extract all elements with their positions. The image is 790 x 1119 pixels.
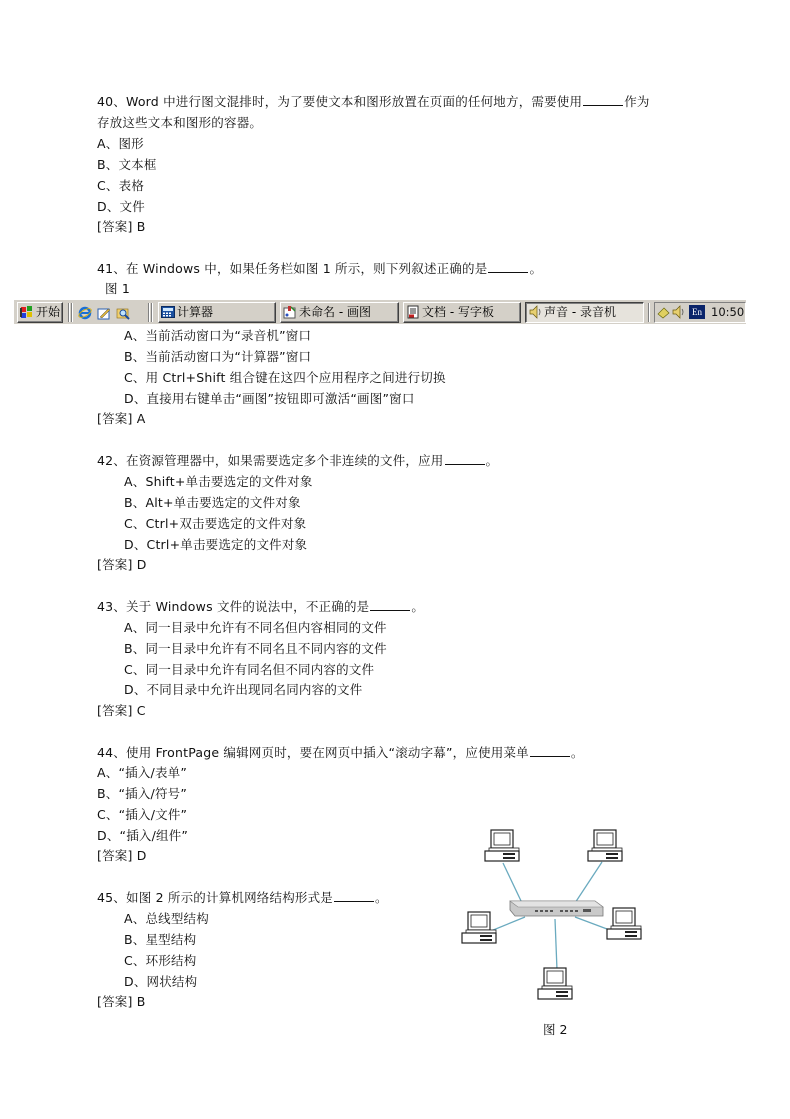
- question-40-answer: [答案] B: [97, 219, 146, 234]
- star-network-diagram: [455, 820, 650, 1015]
- question-43-answer: [答案] C: [97, 703, 146, 718]
- question-41-option-a: A、当前活动窗口为“录音机”窗口: [124, 328, 312, 343]
- network-tray-icon[interactable]: [657, 305, 671, 319]
- question-43-option-b: B、同一目录中允许有不同名且不同内容的文件: [124, 641, 387, 656]
- question-45-option-b: B、星型结构: [124, 932, 197, 947]
- speaker-icon: [528, 305, 542, 319]
- input-method-indicator[interactable]: En: [689, 305, 705, 319]
- question-40-option-d: D、文件: [97, 199, 145, 214]
- taskbar-separator: [148, 303, 150, 322]
- clock: 10:50: [711, 305, 745, 319]
- question-41-answer: [答案] A: [97, 411, 146, 426]
- answer-blank: [334, 889, 374, 902]
- ie-icon[interactable]: [78, 305, 92, 319]
- calculator-icon: [161, 305, 175, 319]
- question-40-option-a: A、图形: [97, 136, 144, 151]
- question-40-option-c: C、表格: [97, 178, 145, 193]
- explorer-icon[interactable]: [116, 305, 130, 319]
- taskbar-separator: [151, 303, 153, 322]
- hub-icon: [510, 901, 603, 916]
- question-43-stem: 43、关于 Windows 文件的说法中，不正确的是 。: [97, 599, 425, 614]
- taskbar-separator: [648, 303, 650, 322]
- question-44-stem: 44、使用 FrontPage 编辑网页时，要在网页中插入“滚动字幕”，应使用菜单 。: [97, 745, 584, 760]
- question-41-option-c: C、用 Ctrl+Shift 组合键在这四个应用程序之间进行切换: [124, 370, 446, 385]
- question-43-option-d: D、不同目录中允许出现同名同内容的文件: [124, 682, 363, 697]
- paint-icon: [283, 305, 297, 319]
- windows-taskbar-figure: [14, 299, 746, 324]
- start-button[interactable]: 开始: [17, 302, 63, 323]
- taskbar-button-sound-recorder[interactable]: 声音 - 录音机: [525, 302, 644, 323]
- wordpad-icon: [406, 305, 420, 319]
- taskbar-separator: [71, 303, 73, 322]
- question-40-stem-line1: 40、Word 中进行图文混排时，为了要使文本和图形放置在页面的任何地方，需要使用 作为: [97, 94, 650, 109]
- question-42-option-b: B、Alt+单击要选定的文件对象: [124, 495, 301, 510]
- question-40-option-b: B、文本框: [97, 157, 157, 172]
- answer-blank: [583, 93, 623, 106]
- answer-blank: [445, 452, 485, 465]
- question-45-option-d: D、网状结构: [124, 974, 198, 989]
- network-topology-figure: [455, 820, 650, 1015]
- figure-2-label: 图 2: [543, 1022, 568, 1037]
- question-44-option-a: A、“插入/表单”: [97, 765, 188, 780]
- question-45-answer: [答案] B: [97, 994, 146, 1009]
- question-42-answer: [答案] D: [97, 557, 147, 572]
- question-45-option-a: A、总线型结构: [124, 911, 209, 926]
- taskbar-button-wordpad[interactable]: 文档 - 写字板: [403, 302, 521, 323]
- answer-blank: [370, 598, 410, 611]
- taskbar-button-paint[interactable]: 未命名 - 画图: [280, 302, 399, 323]
- question-42-option-d: D、Ctrl+单击要选定的文件对象: [124, 537, 308, 552]
- question-41-option-b: B、当前活动窗口为“计算器”窗口: [124, 349, 312, 364]
- answer-blank: [488, 260, 528, 273]
- question-44-option-c: C、“插入/文件”: [97, 807, 188, 822]
- taskbar-separator: [68, 303, 70, 322]
- answer-blank: [530, 744, 570, 757]
- question-40-stem-line2: 存放这些文本和图形的容器。: [97, 115, 263, 130]
- question-44-option-d: D、“插入/组件”: [97, 828, 189, 843]
- taskbar-button-calculator[interactable]: 计算器: [158, 302, 276, 323]
- question-42-option-a: A、Shift+单击要选定的文件对象: [124, 474, 313, 489]
- windows-logo-icon: [20, 305, 34, 319]
- question-43-option-a: A、同一目录中允许有不同名但内容相同的文件: [124, 620, 387, 635]
- figure-1-label: 图 1: [105, 281, 131, 296]
- question-44-answer: [答案] D: [97, 848, 147, 863]
- system-tray: [654, 302, 746, 323]
- question-45-stem: 45、如图 2 所示的计算机网络结构形式是 。: [97, 890, 388, 905]
- question-41-option-d: D、直接用右键单击“画图”按钮即可激活“画图”窗口: [124, 391, 415, 406]
- question-42-option-c: C、Ctrl+双击要选定的文件对象: [124, 516, 307, 531]
- outlook-express-icon[interactable]: [97, 305, 111, 319]
- question-45-option-c: C、环形结构: [124, 953, 197, 968]
- question-42-stem: 42、在资源管理器中，如果需要选定多个非连续的文件，应用 。: [97, 453, 499, 468]
- question-41-stem: 41、在 Windows 中，如果任务栏如图 1 所示，则下列叙述正确的是 。: [97, 261, 543, 276]
- volume-tray-icon[interactable]: [672, 305, 686, 319]
- question-43-option-c: C、同一目录中允许有同名但不同内容的文件: [124, 662, 375, 677]
- question-44-option-b: B、“插入/符号”: [97, 786, 188, 801]
